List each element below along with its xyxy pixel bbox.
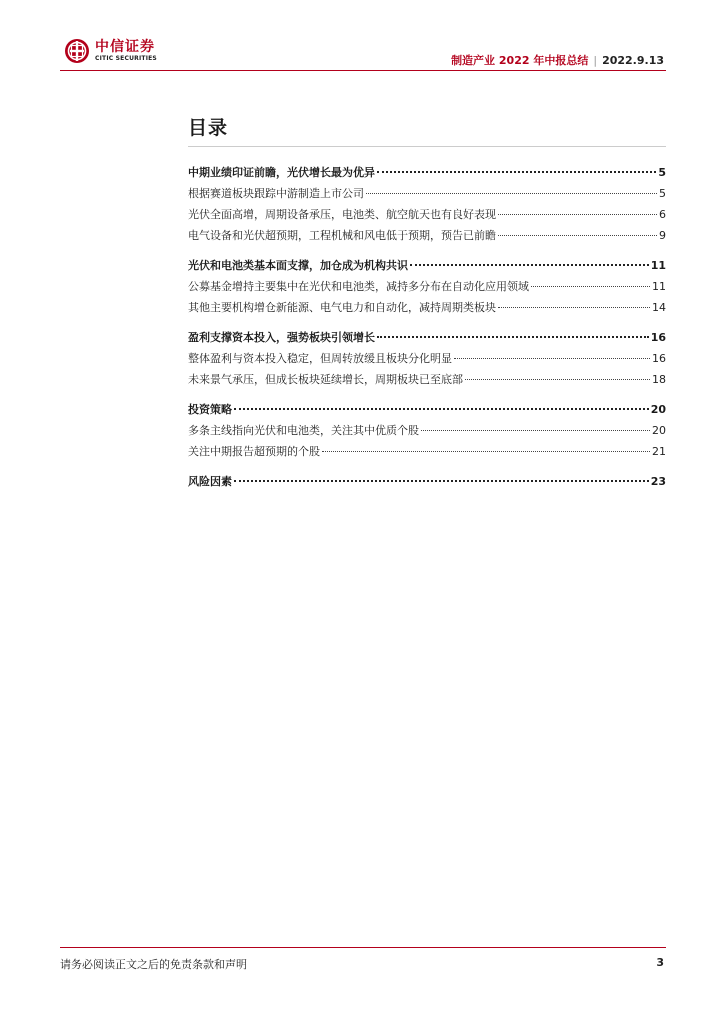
toc-subsection-entry-page: 16 xyxy=(652,352,666,365)
logo-chinese-name: 中信证券 xyxy=(95,38,155,55)
toc-title-divider xyxy=(188,146,666,147)
dot-leader xyxy=(377,171,656,173)
toc-title: 目录 xyxy=(188,117,229,139)
dot-leader xyxy=(410,264,649,266)
toc-section-entry[interactable] xyxy=(188,164,666,185)
toc-subsection-entry-text: 其他主要机构增仓新能源、电气电力和自动化，减持周期类板块 xyxy=(188,301,496,314)
logo-english-name: CITIC SECURITIES xyxy=(95,54,157,62)
header-report-info xyxy=(451,52,664,68)
toc-subsection-entry[interactable] xyxy=(188,227,666,248)
header-separator: | xyxy=(593,54,598,67)
toc-section-entry-text: 盈利支撑资本投入，强势板块引领增长 xyxy=(188,331,375,344)
report-title: 制造产业 2022 年中报总结 xyxy=(451,54,589,67)
toc-group xyxy=(188,164,666,248)
toc-section-entry-page: 16 xyxy=(650,331,666,344)
dot-leader xyxy=(234,408,649,410)
dot-leader xyxy=(465,379,650,380)
report-date: 2022.9.13 xyxy=(602,54,664,67)
toc-subsection-entry-text: 公募基金增持主要集中在光伏和电池类，减持多分布在自动化应用领域 xyxy=(188,280,529,293)
toc-subsection-entry-page: 6 xyxy=(659,208,666,221)
dot-leader xyxy=(377,336,649,338)
toc-subsection-entry-text: 光伏全面高增，周期设备承压，电池类、航空航天也有良好表现 xyxy=(188,208,496,221)
toc-subsection-entry-text: 根据赛道板块跟踪中游制造上市公司 xyxy=(188,187,364,200)
dot-leader xyxy=(421,430,650,431)
toc-subsection-entry[interactable] xyxy=(188,422,666,443)
toc-section-entry-text: 中期业绩印证前瞻，光伏增长最为优异 xyxy=(188,166,375,179)
footer-divider xyxy=(60,947,666,948)
dot-leader xyxy=(498,214,657,215)
toc-group xyxy=(188,401,666,464)
toc-subsection-entry[interactable] xyxy=(188,371,666,392)
header-divider xyxy=(60,70,666,71)
dot-leader xyxy=(454,358,650,359)
toc-group xyxy=(188,329,666,392)
toc-subsection-entry-page: 14 xyxy=(652,301,666,314)
footer-disclaimer: 请务必阅读正文之后的免责条款和声明 xyxy=(60,958,247,971)
toc-subsection-entry-text: 多条主线指向光伏和电池类，关注其中优质个股 xyxy=(188,424,419,437)
toc-section-entry-text: 风险因素 xyxy=(188,475,232,488)
toc-section-entry-text: 光伏和电池类基本面支撑，加仓成为机构共识 xyxy=(188,259,408,272)
toc-subsection-entry[interactable] xyxy=(188,185,666,206)
dot-leader xyxy=(234,480,649,482)
toc-subsection-entry-page: 18 xyxy=(652,373,666,386)
toc-section-entry-page: 5 xyxy=(658,166,666,179)
toc-subsection-entry-page: 5 xyxy=(659,187,666,200)
toc-subsection-entry-page: 21 xyxy=(652,445,666,458)
toc-subsection-entry[interactable] xyxy=(188,278,666,299)
toc-subsection-entry[interactable] xyxy=(188,350,666,371)
toc-subsection-entry-page: 9 xyxy=(659,229,666,242)
toc-subsection-entry-page: 11 xyxy=(652,280,666,293)
toc-subsection-entry[interactable] xyxy=(188,299,666,320)
citic-logo xyxy=(64,38,157,64)
toc-subsection-entry-text: 电气设备和光伏超预期，工程机械和风电低于预期，预告已前瞻 xyxy=(188,229,496,242)
dot-leader xyxy=(322,451,650,452)
toc-subsection-entry[interactable] xyxy=(188,206,666,227)
toc-subsection-entry-text: 未来景气承压，但成长板块延续增长，周期板块已至底部 xyxy=(188,373,463,386)
toc-section-entry[interactable] xyxy=(188,329,666,350)
dot-leader xyxy=(531,286,650,287)
toc-section-entry[interactable] xyxy=(188,257,666,278)
toc-subsection-entry[interactable] xyxy=(188,443,666,464)
toc-subsection-entry-text: 关注中期报告超预期的个股 xyxy=(188,445,320,458)
page-header xyxy=(0,0,724,80)
table-of-contents xyxy=(188,164,666,503)
toc-section-entry-page: 11 xyxy=(650,259,666,272)
dot-leader xyxy=(498,235,657,236)
dot-leader xyxy=(498,307,650,308)
toc-section-entry[interactable] xyxy=(188,401,666,422)
page-number: 3 xyxy=(656,956,664,969)
dot-leader xyxy=(366,193,657,194)
toc-group xyxy=(188,257,666,320)
toc-section-entry[interactable] xyxy=(188,473,666,494)
toc-subsection-entry-text: 整体盈利与资本投入稳定，但周转放缓且板块分化明显 xyxy=(188,352,452,365)
toc-subsection-entry-page: 20 xyxy=(652,424,666,437)
toc-group xyxy=(188,473,666,494)
toc-section-entry-page: 20 xyxy=(650,403,666,416)
citic-logo-icon xyxy=(64,38,90,64)
toc-section-entry-page: 23 xyxy=(650,475,666,488)
toc-section-entry-text: 投资策略 xyxy=(188,403,232,416)
